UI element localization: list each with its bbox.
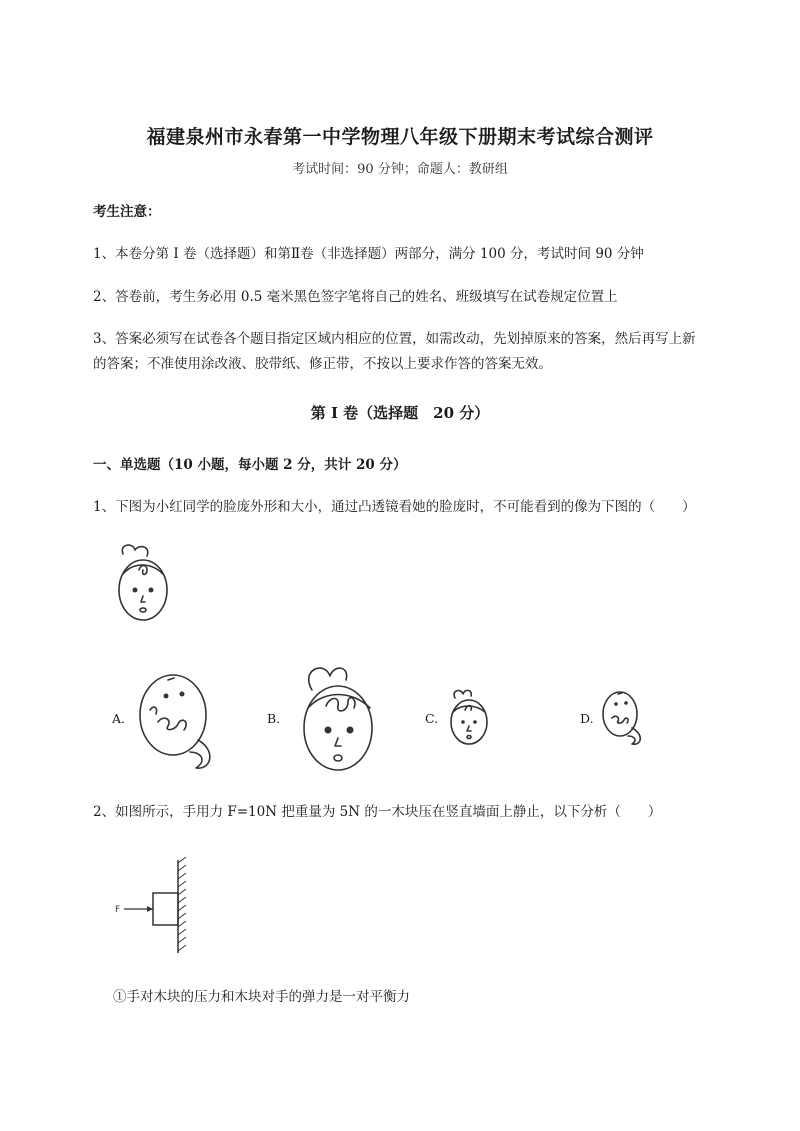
notice-item-3-cont: 的答案；不准使用涂改液、胶带纸、修正带，不按以上要求作答的答案无效。 <box>93 356 552 372</box>
option-c-face-image <box>445 686 495 751</box>
option-b-face-image <box>290 660 390 780</box>
notice-item-2: 2、答卷前，考生务必用 0.5 毫米黑色签字笔将自己的姓名、班级填写在试卷规定位置上 <box>93 289 618 305</box>
notice-item-1: 1、本卷分第 I 卷（选择题）和第Ⅱ卷（非选择题）两部分，满分 100 分，考试时间 90 分钟 <box>93 246 644 262</box>
option-d-face-image <box>598 684 648 749</box>
option-c-label: C. <box>425 711 439 726</box>
question-1-stem: 1、下图为小红同学的脸庞外形和大小，通过凸透镜看她的脸庞时，不可能看到的像为下图的（ ） <box>93 499 696 515</box>
question-2-stem: 2、如图所示，手用力 F=10N 把重量为 5N 的一木块压在竖直墙面上静止，以下分析（ ） <box>93 804 662 820</box>
option-b-label: B. <box>267 711 281 726</box>
reference-face-image <box>105 540 185 630</box>
page-title: 福建泉州市永春第一中学物理八年级下册期末考试综合测评 <box>146 126 654 148</box>
section-title: 第 I 卷（选择题 20 分） <box>310 404 490 422</box>
notice-item-3: 3、答案必须写在试卷各个题目指定区域内相应的位置，如需改动，先划掉原来的答案，然后再写上新 <box>93 331 696 347</box>
part-heading: 一、单选题（10 小题，每小题 2 分，共计 20 分） <box>93 457 407 473</box>
option-d-label: D. <box>580 711 594 726</box>
force-label: F <box>115 905 121 915</box>
question-2-statement-1: ①手对木块的压力和木块对手的弹力是一对平衡力 <box>113 989 410 1005</box>
page-subtitle: 考试时间：90 分钟；命题人：教研组 <box>292 162 508 177</box>
force-diagram <box>110 855 210 955</box>
option-a-label: A. <box>112 711 126 726</box>
notice-heading: 考生注意： <box>93 204 161 220</box>
option-a-face-image <box>128 660 228 780</box>
